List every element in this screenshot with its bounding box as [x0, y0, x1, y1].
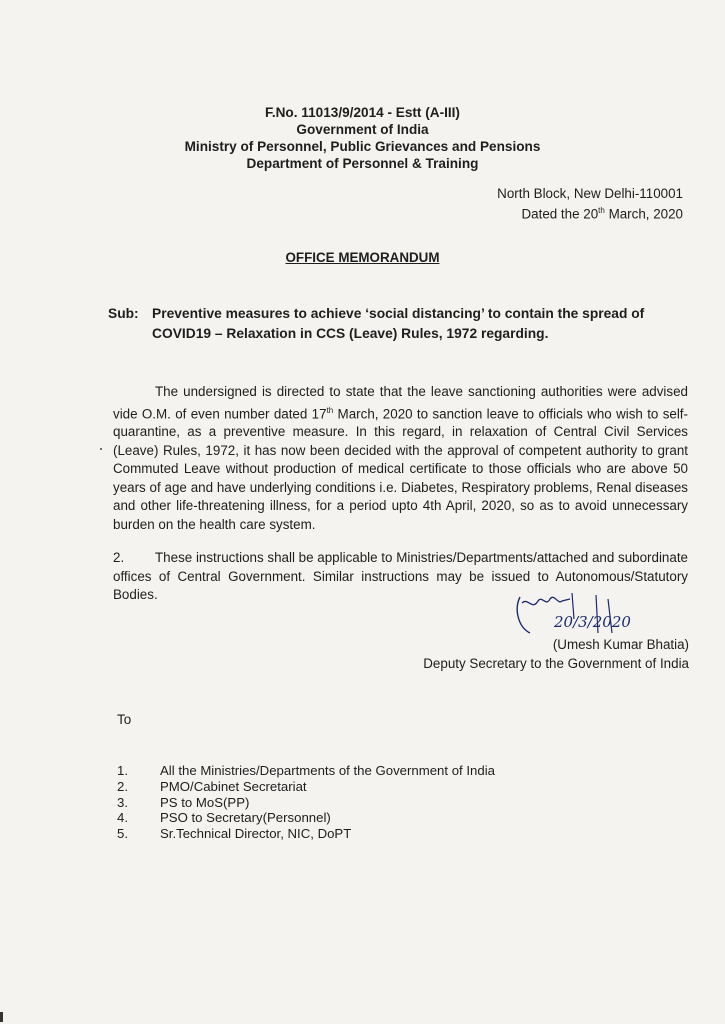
- paragraph-2-number: 2.: [113, 550, 125, 565]
- svg-text:20/3/2020: 20/3/2020: [554, 613, 631, 631]
- list-item: 2. PMO/Cabinet Secretariat: [117, 778, 307, 794]
- memo-title: OFFICE MEMORANDUM: [285, 250, 440, 265]
- list-item: 1. All the Ministries/Departments of the Government of India: [117, 763, 495, 778]
- scan-edge-mark: [0, 1012, 3, 1022]
- ministry-name: Ministry of Personnel, Public Grievances and Pensions: [184, 139, 541, 154]
- address-location: North Block, New Delhi-110001: [497, 186, 683, 201]
- letterhead: [0, 104, 725, 172]
- recipient-list: [117, 763, 495, 842]
- subject-label: Sub:: [108, 306, 139, 321]
- list-item: 4. PSO to Secretary(Personnel): [117, 810, 331, 826]
- scan-speck: [100, 448, 102, 450]
- signer-designation: Deputy Secretary to the Government of India: [423, 656, 689, 671]
- paragraph-2-text: These instructions shall be applicable to Ministries/Departments/attached and subordinate offices of Central Government. Similar instructions may be issued to Autonomous/Statutory Bodies.: [113, 550, 688, 602]
- handwritten-signature: [512, 589, 722, 639]
- to-label: To: [117, 712, 132, 727]
- paragraph-1: The undersigned is directed to state that the leave sanctioning authorities were advised vide O.M. of even number dated 17th March, 2020 to sanction leave to officials who wish to self-quarantine, as a preventive measure. In this regard, in relaxation of Central Civil Services (Leave) Rules, 1972, it has now been decided with the approval of competent authority to grant Commuted Leave without production of medical certificate to those officials who are above 50 years of age and have underlying conditions i.e. Diabetes, Respiratory problems, Renal diseases and other life-threatening illness, for a period upto 4th April, 2020, so as to avoid unnecessary burden on the health care system.: [113, 384, 688, 532]
- signer-name: (Umesh Kumar Bhatia): [552, 637, 689, 652]
- list-item: 5. Sr.Technical Director, NIC, DoPT: [117, 826, 352, 842]
- subject-line: [108, 304, 693, 344]
- government-name: Government of India: [296, 122, 429, 137]
- department-name: Department of Personnel & Training: [246, 156, 479, 171]
- file-number: F.No. 11013/9/2014 - Estt (A-III): [265, 105, 460, 120]
- memo-date: Dated the 20th March, 2020: [521, 206, 683, 222]
- list-item: 3. PS to MoS(PP): [117, 794, 250, 810]
- subject-text: Preventive measures to achieve ‘social distancing’ to contain the spread of COVID19 – Relaxation in CCS (Leave) Rules, 1972 regarding.: [152, 306, 645, 341]
- address-block: [497, 185, 683, 222]
